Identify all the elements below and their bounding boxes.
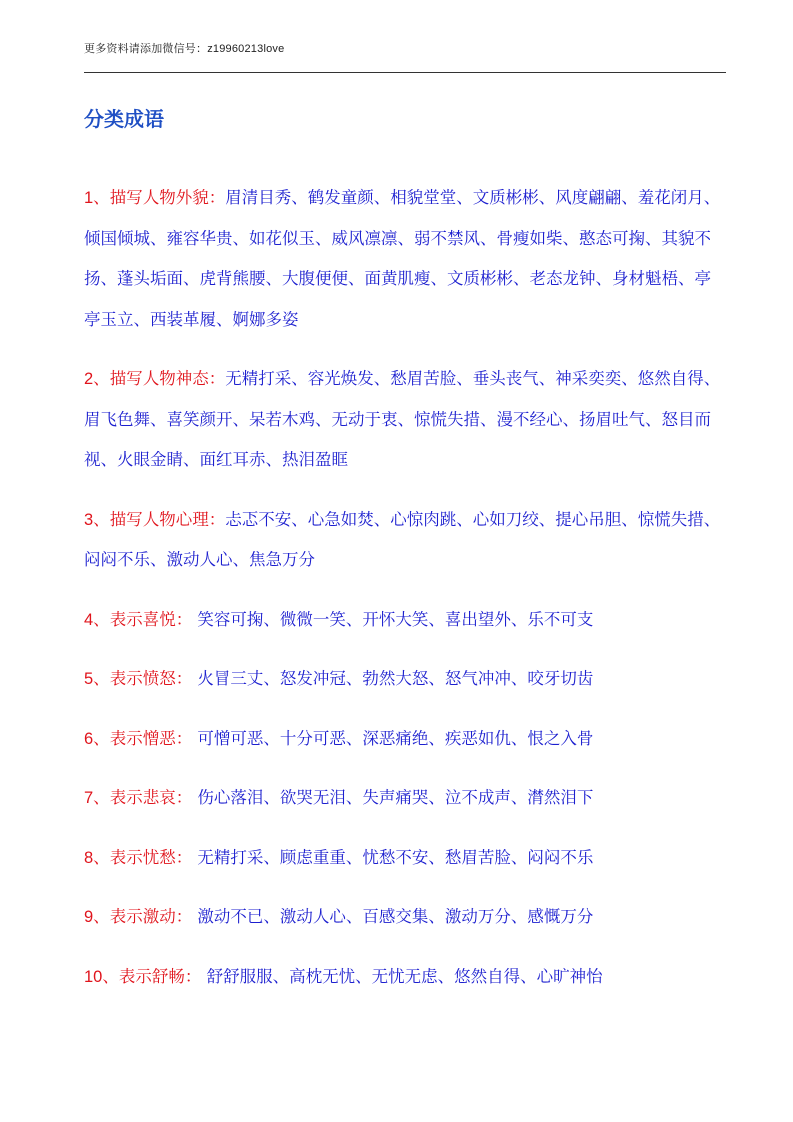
entry-number: 1、	[84, 189, 110, 207]
idiom-entry	[84, 957, 726, 998]
entry-idioms: 可憎可恶、十分可恶、深恶痛绝、疾恶如仇、恨之入骨	[192, 728, 594, 748]
entry-label	[84, 788, 192, 807]
entry-category: 表示憎恶：	[109, 728, 193, 748]
idiom-entry	[84, 359, 726, 481]
entry-idioms: 忐忑不安、心急如焚、心惊肉跳、心如刀绞、提心吊胆、惊慌失措、闷闷不乐、激动人心、焦急万分	[84, 509, 721, 569]
entry-category: 表示忧愁：	[109, 847, 193, 867]
idiom-entry	[84, 178, 726, 340]
entry-number: 2、	[84, 370, 110, 388]
entry-label	[84, 369, 225, 388]
entry-number: 5、	[84, 670, 110, 688]
idiom-category-list	[84, 178, 726, 997]
entry-idioms: 激动不已、激动人心、百感交集、激动万分、感慨万分	[192, 907, 594, 926]
entry-label	[84, 188, 225, 207]
entry-label	[84, 967, 201, 986]
entry-number: 8、	[84, 848, 110, 867]
document-title: 分类成语	[84, 107, 164, 131]
entry-label	[84, 510, 225, 529]
idiom-entry	[84, 659, 726, 700]
entry-idioms: 火冒三丈、怒发冲冠、勃然大怒、怒气冲冲、咬牙切齿	[192, 669, 594, 688]
idiom-entry	[84, 838, 726, 879]
entry-category: 表示悲哀：	[109, 788, 193, 807]
entry-category: 表示激动：	[109, 907, 193, 926]
entry-number: 3、	[84, 510, 110, 529]
idiom-entry	[84, 719, 726, 760]
entry-number: 9、	[84, 908, 110, 926]
entry-idioms: 无精打采、容光焕发、愁眉苦脸、垂头丧气、神采奕奕、悠然自得、眉飞色舞、喜笑颜开、呆若木鸡、无动于衷、惊慌失措、漫不经心、扬眉吐气、怒目而视、火眼金睛、面红耳赤、热泪盈眶	[84, 369, 721, 469]
page-header-note: 更多资料请添加微信号：z19960213love	[84, 43, 285, 55]
entry-category: 描写人物神态：	[109, 369, 226, 388]
idiom-entry	[84, 500, 726, 581]
entry-number: 7、	[84, 789, 110, 807]
entry-category: 表示喜悦：	[109, 609, 193, 629]
entry-category: 描写人物外貌：	[109, 188, 226, 207]
entry-label	[84, 669, 192, 688]
idiom-entry	[84, 600, 726, 641]
entry-category: 描写人物心理：	[109, 509, 226, 529]
entry-label	[84, 610, 192, 629]
entry-number: 4、	[84, 610, 110, 629]
entry-category: 表示愤怒：	[109, 669, 193, 688]
entry-idioms: 眉清目秀、鹤发童颜、相貌堂堂、文质彬彬、风度翩翩、羞花闭月、倾国倾城、雍容华贵、如花似玉、威风凛凛、弱不禁风、骨瘦如柴、憨态可掬、其貌不扬、蓬头垢面、虎背熊腰、大腹便便、面黄肌瘦、文质彬彬、老态龙钟、身材魁梧、亭亭玉立、西装革履、婀娜多姿	[84, 188, 721, 329]
entry-idioms: 笑容可掬、微微一笑、开怀大笑、喜出望外、乐不可支	[192, 609, 594, 629]
entry-idioms: 伤心落泪、欲哭无泪、失声痛哭、泣不成声、潸然泪下	[192, 788, 594, 807]
entry-number: 6、	[84, 729, 110, 748]
entry-idioms: 舒舒服服、高枕无忧、无忧无虑、悠然自得、心旷神怡	[201, 966, 603, 986]
header-divider	[84, 72, 726, 73]
idiom-entry	[84, 778, 726, 819]
entry-label	[84, 848, 192, 867]
idiom-entry	[84, 897, 726, 938]
entry-number: 10、	[84, 967, 119, 986]
entry-category: 表示舒畅：	[118, 966, 202, 986]
entry-label	[84, 907, 192, 926]
entry-label	[84, 729, 192, 748]
entry-idioms: 无精打采、顾虑重重、忧愁不安、愁眉苦脸、闷闷不乐	[192, 847, 594, 867]
